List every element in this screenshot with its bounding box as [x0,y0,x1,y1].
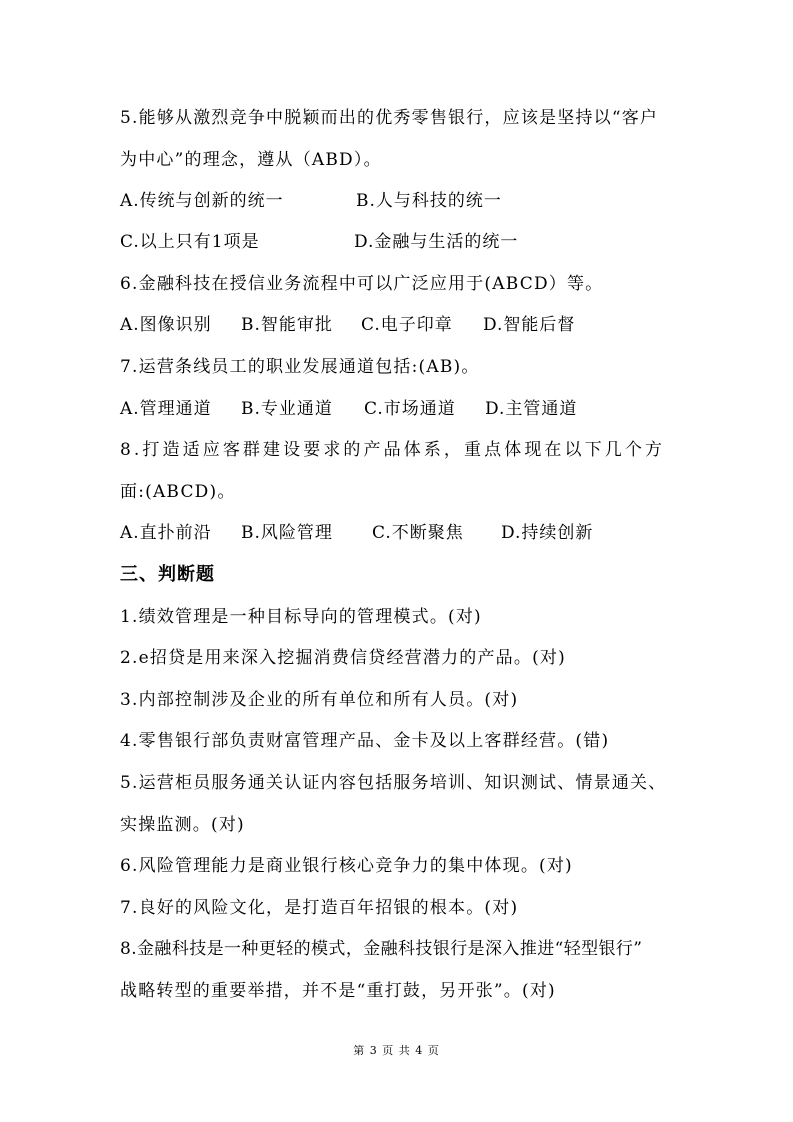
question-7-line-1: 7.运营条线员工的职业发展通道包括:(AB)。 [120,357,480,377]
question-8-line-1: 8.打造适应客群建设要求的产品体系，重点体现在以下几个方 [120,440,666,460]
tf-item-7: 7.良好的风险文化，是打造百年招银的根本。(对) [120,898,519,918]
question-8-line-2: 面:(ABCD)。 [120,482,236,502]
question-6-line-1: 6.金融科技在授信业务流程中可以广泛应用于(ABCD）等。 [120,274,604,294]
page-footer: 第 3 页 共 4 页 [353,1044,440,1057]
section-heading: 三、判断题 [120,564,215,585]
option-c: C.电子印章 [361,315,453,335]
option-a: A.传统与创新的统一 [120,191,284,211]
option-d: D.智能后督 [483,315,576,335]
option-c: C.以上只有1项是 [120,232,260,252]
question-5-line-1: 5.能够从激烈竞争中脱颖而出的优秀零售银行，应该是坚持以“客户 [120,108,659,128]
option-b: B.人与科技的统一 [356,191,502,211]
tf-item-2: 2.e招贷是用来深入挖掘消费信贷经营潜力的产品。(对) [120,648,566,668]
option-d: D.金融与生活的统一 [354,232,519,252]
tf-item-5-line-2: 实操监测。(对) [120,815,245,835]
tf-item-6: 6.风险管理能力是商业银行核心竞争力的集中体现。(对) [120,856,573,876]
question-5-line-2: 为中心”的理念，遵从（ABD）。 [120,150,382,170]
option-b: B.风险管理 [241,523,333,543]
option-c: C.市场通道 [364,399,456,419]
option-d: D.持续创新 [501,523,594,543]
option-b: B.专业通道 [241,399,333,419]
option-a: A.图像识别 [120,315,212,335]
option-d: D.主管通道 [485,399,578,419]
tf-item-3: 3.内部控制涉及企业的所有单位和所有人员。(对) [120,690,519,710]
option-b: B.智能审批 [241,315,333,335]
option-a: A.直扑前沿 [120,523,212,543]
option-c: C.不断聚焦 [372,523,464,543]
tf-item-5-line-1: 5.运营柜员服务通关认证内容包括服务培训、知识测试、情景通关、 [120,773,667,793]
tf-item-1: 1.绩效管理是一种目标导向的管理模式。(对) [120,607,482,627]
tf-item-8-line-1: 8.金融科技是一种更轻的模式，金融科技银行是深入推进“轻型银行” [120,939,643,959]
option-a: A.管理通道 [120,399,212,419]
tf-item-8-line-2: 战略转型的重要举措，并不是“重打鼓，另开张”。(对) [120,981,556,1001]
tf-item-4: 4.零售银行部负责财富管理产品、金卡及以上客群经营。(错) [120,731,610,751]
